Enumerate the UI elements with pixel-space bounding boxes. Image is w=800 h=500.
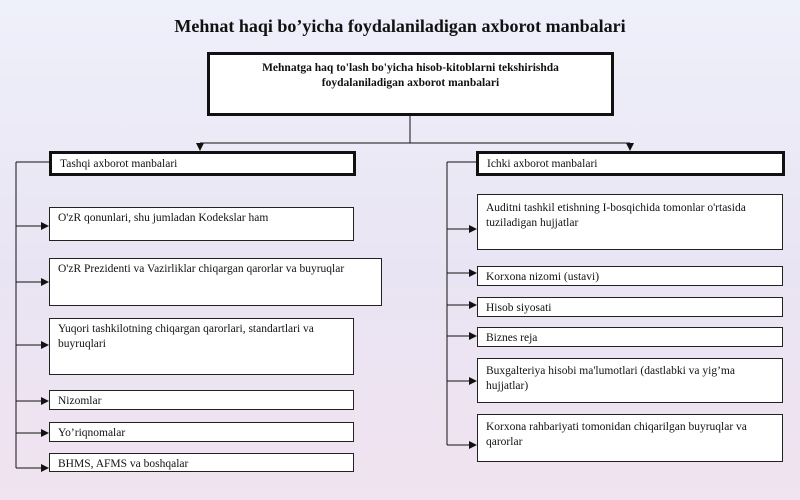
left-item-2: O'zR Prezidenti va Vazirliklar chiqargan qarorlar va buyruqlar bbox=[49, 258, 382, 306]
left-item-6: BHMS, AFMS va boshqalar bbox=[49, 453, 354, 472]
left-item-3: Yuqori tashkilotning chiqargan qarorlari, standartlari va buyruqlari bbox=[49, 318, 354, 375]
right-item-6: Korxona rahbariyati tomonidan chiqarilgan buyruqlar va qarorlar bbox=[477, 414, 783, 462]
root-line-1: Mehnatga haq to'lash bo'yicha hisob-kitoblarni tekshirishda bbox=[262, 62, 559, 74]
right-item-1: Auditni tashkil etishning I-bosqichida tomonlar o'rtasida tuziladigan hujjatlar bbox=[477, 194, 783, 250]
left-item-4: Nizomlar bbox=[49, 390, 354, 410]
diagram-title: Mehnat haqi bo’yicha foydalaniladigan axborot manbalari bbox=[174, 16, 626, 36]
root-line-2: foydalaniladigan axborot manbalari bbox=[321, 77, 500, 89]
left-item-1: O'zR qonunlari, shu jumladan Kodekslar ham bbox=[49, 207, 354, 241]
left-header-box bbox=[49, 151, 356, 176]
right-item-3: Hisob siyosati bbox=[477, 297, 783, 317]
right-header-label: Ichki axborot manbalari bbox=[487, 158, 598, 170]
right-item-5: Buxgalteriya hisobi ma'lumotlari (dastlabki va yig’ma hujjatlar) bbox=[477, 358, 783, 403]
root-box bbox=[207, 52, 614, 116]
left-header-label: Tashqi axborot manbalari bbox=[60, 158, 178, 170]
right-item-2: Korxona nizomi (ustavi) bbox=[477, 266, 783, 286]
right-item-4: Biznes reja bbox=[477, 327, 783, 347]
right-header-box bbox=[476, 151, 785, 176]
left-item-5: Yo’riqnomalar bbox=[49, 422, 354, 442]
